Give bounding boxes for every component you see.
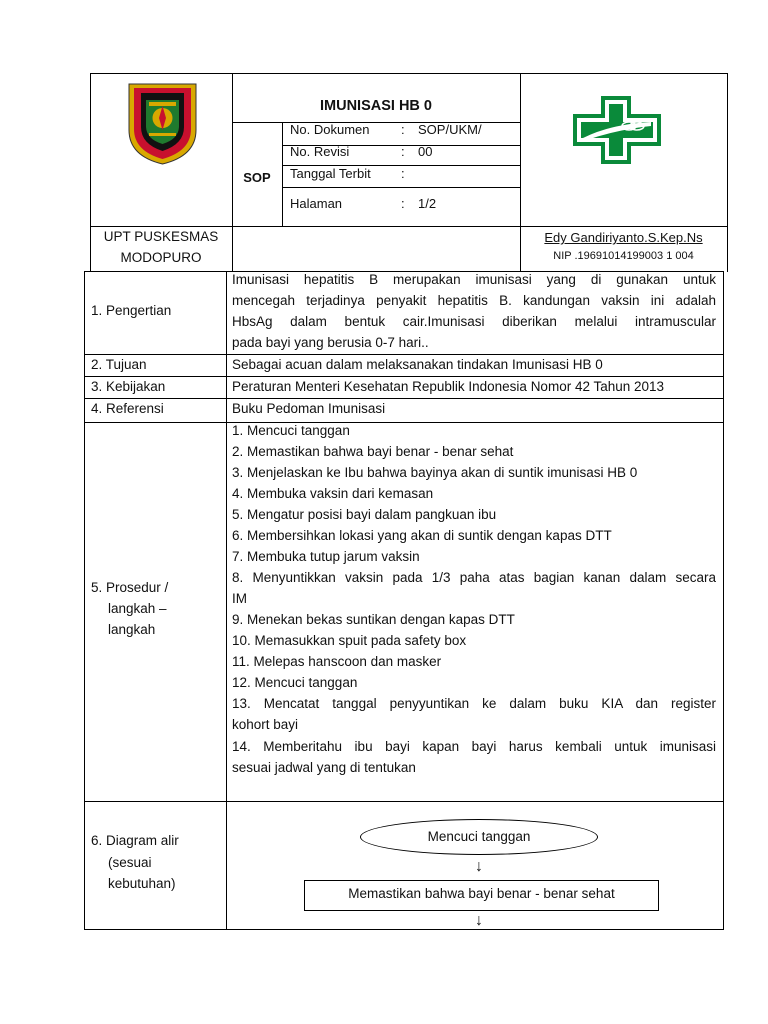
sop-divider (282, 122, 283, 226)
label-pengertian: 1. Pengertian (91, 303, 172, 318)
procedure-step: 4. Membuka vaksin dari kemasan (232, 486, 434, 501)
flow-start-label: Mencuci tanggan (427, 829, 531, 844)
meta-label-no-revisi: No. Revisi (290, 144, 350, 159)
procedure-step: kohort bayi (232, 717, 299, 732)
procedure-step: 3. Menjelaskan ke Ibu bahwa bayinya akan di suntik imunisasi HB 0 (232, 465, 638, 480)
body-right-border (723, 271, 724, 930)
meta-value-no-dokumen: SOP/UKM/ (418, 122, 482, 137)
meta-sep: : (401, 196, 405, 211)
procedure-step: 6. Membersihkan lokasi yang akan di suntik dengan kapas DTT (232, 528, 612, 543)
meta-value-halaman: 1/2 (418, 196, 437, 211)
body-bottom-border (84, 929, 724, 930)
meta-sep: : (401, 166, 405, 181)
meta-sep: : (401, 122, 405, 137)
regional-crest-logo (125, 78, 200, 166)
org-name-line2: MODOPURO (120, 250, 202, 265)
label-prosedur-line1: 5. Prosedur / (91, 580, 169, 595)
label-diagram-line2: (sesuai (108, 855, 152, 870)
pengertian-line: HbsAg dalam bentuk cair.Imunisasi diberikan melalui intramuscular (232, 314, 716, 329)
kebijakan-text: Peraturan Menteri Kesehatan Republik Indonesia Nomor 42 Tahun 2013 (232, 379, 665, 394)
meta-line-3 (282, 187, 520, 188)
signer-nip: NIP .19691014199003 1 004 (553, 250, 694, 262)
procedure-step: sesuai jadwal yang di tentukan (232, 760, 416, 775)
procedure-step: 13. Mencatat tanggal penyyuntikan ke dalam buku KIA dan register (232, 696, 716, 711)
label-kebijakan: 3. Kebijakan (91, 379, 166, 394)
meta-label-no-dokumen: No. Dokumen (290, 122, 370, 137)
sop-label: SOP (243, 170, 271, 185)
meta-label-tanggal-terbit: Tanggal Terbit (290, 166, 371, 181)
body-left-border (84, 271, 85, 930)
signer-name: Edy Gandiriyanto.S.Kep.Ns (544, 230, 703, 245)
body-column-divider (226, 271, 227, 930)
pengertian-line: pada bayi yang berusia 0-7 hari.. (232, 335, 429, 350)
pengertian-line: Imunisasi hepatitis B merupakan imunisasi yang di gunakan untuk (232, 272, 716, 287)
label-prosedur-line3: langkah (108, 622, 156, 637)
procedure-step: 9. Menekan bekas suntikan dengan kapas DTT (232, 612, 515, 627)
meta-value-no-revisi: 00 (418, 144, 433, 159)
procedure-step: 10. Memasukkan spuit pada safety box (232, 633, 467, 648)
flow-process-label: Memastikan bahwa bayi benar - benar sehat (348, 886, 615, 901)
row-line-3 (84, 398, 724, 399)
document-title: IMUNISASI HB 0 (320, 98, 432, 114)
procedure-step: 7. Membuka tutup jarum vaksin (232, 549, 420, 564)
label-diagram-line3: kebutuhan) (108, 876, 176, 891)
tujuan-text: Sebagai acuan dalam melaksanakan tindakan Imunisasi HB 0 (232, 357, 603, 372)
procedure-step: 12. Mencuci tanggan (232, 675, 358, 690)
label-tujuan: 2. Tujuan (91, 357, 147, 372)
procedure-step: 14. Memberitahu ibu bayi kapan bayi harus kembali untuk imunisasi (232, 739, 716, 754)
flow-arrow-icon: ↓ (475, 912, 483, 929)
procedure-step: 1. Mencuci tanggan (232, 423, 350, 438)
meta-sep: : (401, 144, 405, 159)
label-prosedur-line2: langkah – (108, 601, 167, 616)
label-referensi: 4. Referensi (91, 401, 164, 416)
row-line-5 (84, 801, 724, 802)
pengertian-line: mencegah terjadinya penyakit hepatitis B. kandungan vaksin ini adalah (232, 293, 716, 308)
meta-label-halaman: Halaman (290, 196, 343, 211)
label-diagram-line1: 6. Diagram alir (91, 833, 179, 848)
procedure-step: IM (232, 591, 247, 606)
procedure-step: 11. Melepas hanscoon dan masker (232, 654, 442, 669)
referensi-text: Buku Pedoman Imunisasi (232, 401, 386, 416)
puskesmas-cross-logo (571, 94, 663, 166)
header-right-border (727, 73, 728, 272)
header-top-border (90, 73, 728, 74)
flow-arrow-icon: ↓ (475, 858, 483, 875)
procedure-step: 8. Menyuntikkan vaksin pada 1/3 paha atas bagian kanan dalam secara (232, 570, 716, 585)
procedure-step: 2. Memastikan bahwa bayi benar - benar sehat (232, 444, 514, 459)
org-name-line1: UPT PUSKESMAS (103, 229, 219, 244)
procedure-step: 5. Mengatur posisi bayi dalam pangkuan ibu (232, 507, 497, 522)
